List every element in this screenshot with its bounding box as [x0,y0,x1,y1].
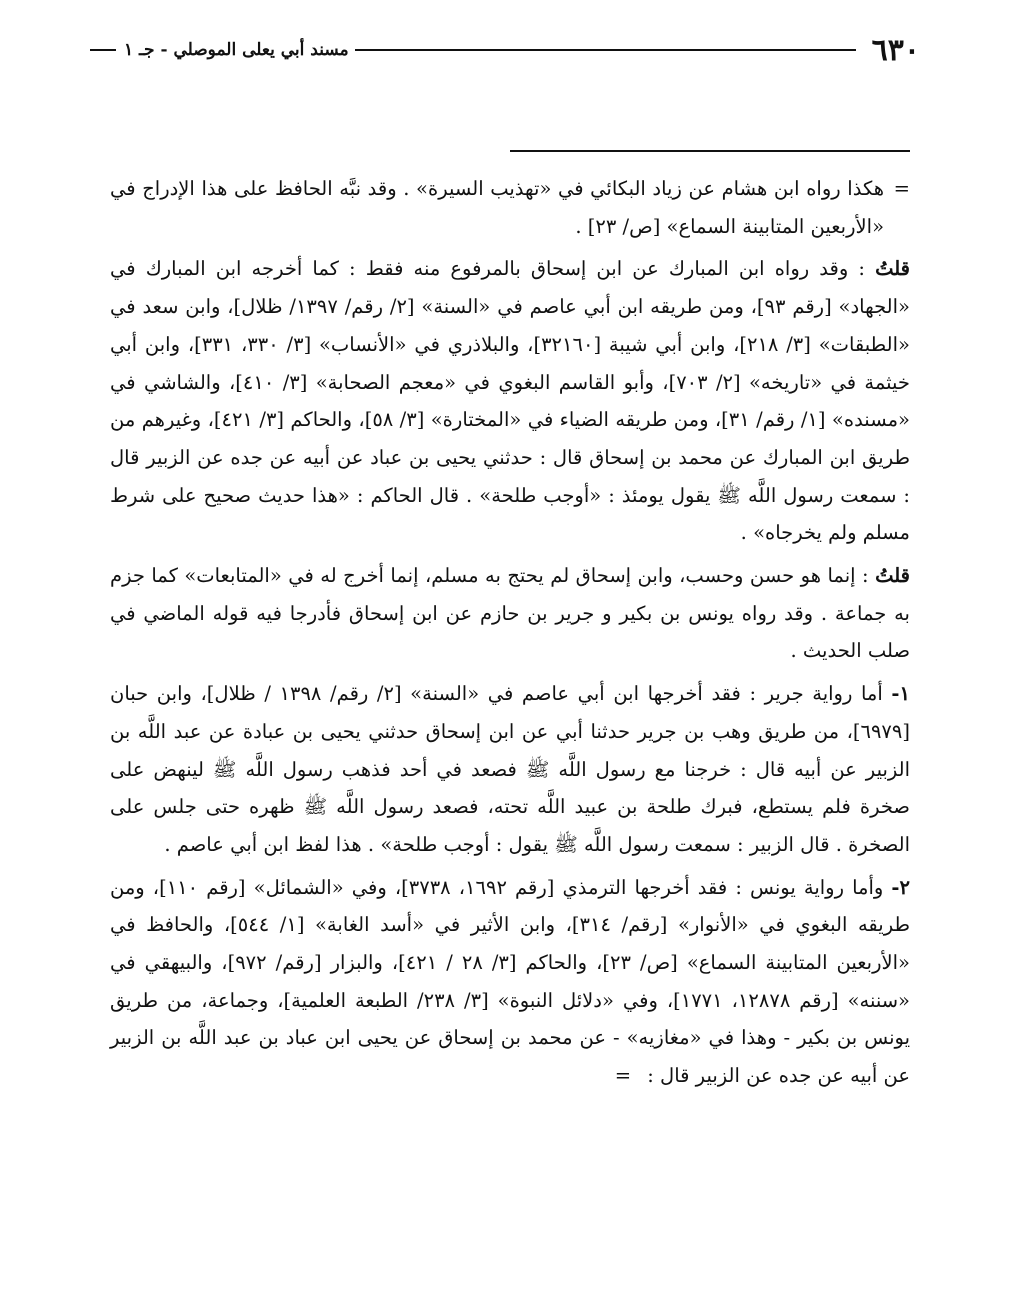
header-dash [90,49,116,51]
paragraph-label: قلتُ [875,257,911,281]
footnote-paragraph-5 [110,869,910,1095]
paragraph-text: أما رواية جرير : فقد أخرجها ابن أبي عاصم في «السنة» [٢/ رقم/ ١٣٩٨ / ظلال]، وابن حبان [٦٩٧٩]، من طريق وهب بن جرير حدثنا أبي عن ابن إسحاق حدثني يحيى بن عبادة عن عبد اللَّه بن الزبير عن أبيه قال : خرجنا مع رسول اللَّه ﷺ فصعد في أحد فذهب رسول اللَّه ﷺ لينهض على صخرة فلم يستطع، فبرك طلحة بن عبيد اللَّه تحته، فصعد رسول اللَّه ﷺ ظهره حتى جلس على الصخرة . قال الزبير : سمعت رسول اللَّه ﷺ يقول : أوجب طلحة» . هذا لفظ ابن أبي عاصم . [110,682,910,856]
header-rule [355,49,856,51]
paragraph-label: ٢- [891,875,910,899]
paragraph-text: : إنما هو حسن وحسب، وابن إسحاق لم يحتج به مسلم، إنما أخرج له في «المتابعات» كما جزم به جماعة . وقد رواه يونس بن بكير و جرير بن حازم عن ابن إسحاق فأدرجا فيه قوله الماضي في صلب الحديث . [110,564,910,663]
page-number: ٦٣٠ [871,32,920,68]
footnote-paragraph-3 [110,557,910,670]
continuation-mark: = [893,177,910,200]
footnote-paragraph-1 [110,170,910,245]
paragraph-text: هكذا رواه ابن هشام عن زياد البكائي في «تهذيب السيرة» . وقد نبَّه الحافظ على هذا الإدراج في «الأربعين المتابينة السماع» [ص/ ٢٣] . [110,177,884,238]
footnote-separator [510,150,910,152]
paragraph-label: ١- [891,682,910,706]
footnote-paragraph-2 [110,250,910,552]
trailing-continuation-mark: = [614,1064,632,1088]
paragraph-label: قلتُ [875,564,910,588]
paragraph-text: : وقد رواه ابن المبارك عن ابن إسحاق بالمرفوع منه فقط : كما أخرجه ابن المبارك في «الجهاد» [رقم ٩٣]، ومن طريقه ابن أبي عاصم في «السنة» [٢/ رقم/ ١٣٩٧/ ظلال]، وابن سعد في «الطبقات» [٣/ ٢١٨]، وابن أبي شيبة [٣٢١٦٠]، والبلاذري في «الأنساب» [٣/ ٣٣٠، ٣٣١]، وابن أبي خيثمة في «تاريخه» [٢/ ٧٠٣]، وأبو القاسم البغوي في «معجم الصحابة» [٣/ ٤١٠]، والشاشي في «مسنده» [١/ رقم/ ٣١]، ومن طريقه الضياء في «المختارة» [٣/ ٥٨]، والحاكم [٣/ ٤٢١]، وغيرهم من طريق ابن المبارك عن محمد بن إسحاق قال : حدثني يحيى بن عباد عن أبيه عن جده عن الزبير قال : سمعت رسول اللَّه ﷺ يقول يومئذ : «أوجب طلحة» . قال الحاكم : «هذا حديث صحيح على شرط مسلم ولم يخرجاه» . [110,257,910,545]
footnote-paragraph-4 [110,675,910,864]
paragraph-text: وأما رواية يونس : فقد أخرجها الترمذي [رقم ١٦٩٢، ٣٧٣٨]، وفي «الشمائل» [رقم ١١٠]، ومن طريقه البغوي في «الأنوار» [رقم/ ٣١٤]، وابن الأثير في «أسد الغابة» [١/ ٥٤٤]، والحافظ في «الأربعين المتابينة السماع» [ص/ ٢٣]، والحاكم [٣/ ٢٨ / ٤٢١]، والبزار [رقم/ ٩٧٢]، والبيهقي في «سننه» [رقم ١٢٨٧٨، ١٧٧١]، وفي «دلائل النبوة» [٣/ ٢٣٨/ الطبعة العلمية]، وجماعة، من طريق يونس بن بكير - وهذا في «مغازيه» - عن محمد بن إسحاق عن يحيى ابن عباد بن عبد اللَّه بن الزبير عن أبيه عن جده عن الزبير قال : [110,875,910,1088]
footnote-body [110,170,910,1100]
running-title: مسند أبي يعلى الموصلي - جـ ١ [124,40,349,60]
running-header [90,30,920,70]
